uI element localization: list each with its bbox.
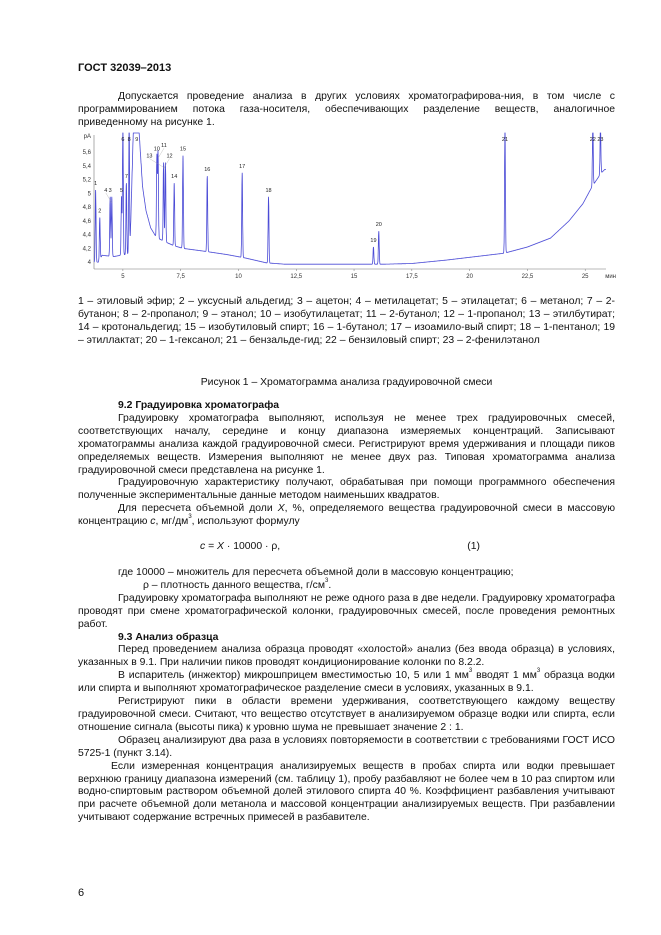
variable: X — [217, 541, 224, 552]
x-tick-label: 5 — [121, 274, 125, 280]
text: . — [328, 579, 332, 591]
text: , используют формулу — [191, 516, 300, 528]
text: вводят 1 мм — [472, 670, 537, 682]
peak-label: 20 — [375, 222, 382, 229]
superscript: 3 — [468, 668, 473, 675]
peak-label: 13 — [146, 153, 153, 160]
y-tick-label: 4,2 — [82, 246, 91, 253]
x-axis-label: мин — [605, 274, 616, 280]
peak-label: 5 — [119, 187, 124, 194]
peak-label: 23 — [597, 137, 604, 143]
peak-label: 16 — [204, 167, 211, 174]
text: ρ – плотность данного вещества, г/см — [143, 579, 325, 591]
peak-label: 2 — [98, 208, 102, 215]
peak-label: 19 — [370, 238, 377, 245]
y-axis-label: pA — [83, 134, 91, 140]
y-tick-label: 4,6 — [82, 218, 91, 225]
peak-label: 1 — [94, 180, 98, 187]
paragraph — [78, 577, 615, 593]
paragraph: Градуировку хроматографа выполняют не реже одного раза в две недели. Градуировку хроматографа проводят при смене хроматографической колонки, градуировочных смесей, после проведения ремонтных работ. — [78, 592, 615, 630]
y-tick-label: 4,4 — [82, 232, 91, 239]
variable: c — [200, 541, 206, 552]
paragraph: Перед проведением анализа образца проводят «холостой» анализ (без ввода образца) в условиях, указанных в 9.1. При наличии пиков проводят кондиционирование колонки по 8.2.2. — [78, 644, 615, 669]
superscript: 3 — [325, 577, 329, 584]
x-tick-label: 22,5 — [521, 274, 534, 280]
text: Для пересчета объемной доли — [118, 503, 278, 515]
peak-label: 10 — [153, 146, 160, 153]
paragraph: где 10000 – множитель для пересчета объемной доли в массовую концентрацию; — [118, 567, 514, 578]
peak-label: 7 — [124, 174, 128, 181]
x-tick-label: 12,5 — [290, 274, 303, 280]
section-9-2-continued — [78, 567, 615, 825]
superscript: 3 — [536, 668, 541, 675]
figure-legend: 1 – этиловый эфир; 2 – уксусный альдегид; 3 – ацетон; 4 – метилацетат; 5 – этилацетат; 6 – метанол; 7 – 2-бутанон; 8 – 2-пропанол; 9 – этанол; 10 – изобутилацетат; 11 – 2-бутанол; 12 – 1-пропанол; 13 – этилбутират; 14 – кротональдегид; 15 – изобутиловый спирт; 16 – 1-бутанол; 17 – изоамило-вый спирт; 18 – 1-пентанол; 19 – этиллактат; 20 – 1-гексанол; 21 – бензальде-гид; 22 – бензиловый спирт; 23 – 2-фенилэтанол — [78, 296, 615, 346]
variable: c — [150, 516, 156, 528]
x-tick-label: 15 — [350, 274, 358, 280]
text: образца водки или спирта и выполняют хроматографическое разделение смеси в условиях, указанных в 9.1. — [78, 670, 615, 695]
superscript: 3 — [188, 514, 192, 521]
variable: X — [277, 503, 285, 515]
peak-label: 22 — [589, 137, 596, 143]
x-tick-label: 7,5 — [176, 274, 185, 280]
chromatogram-chart — [78, 131, 618, 281]
paragraph: Регистрируют пики в области времени удерживания, соответствующего каждому веществу градуировочной смеси. Считают, что вещество отсутствует в анализируемом образце водки или спирта, если отношение сигнала (высоты пика) к уровню шума не превышает значение 2 : 1. — [78, 696, 615, 733]
formula-1 — [200, 541, 480, 554]
y-tick-label: 5,2 — [82, 177, 91, 184]
peak-leader-line — [106, 193, 112, 203]
paragraph — [78, 503, 615, 529]
y-tick-label: 5,4 — [82, 163, 91, 170]
peak-label: 12 — [166, 153, 173, 160]
text: , мг/дм — [155, 516, 189, 528]
document-header: ГОСТ 32039–2013 — [78, 62, 172, 74]
peak-label: 9 — [135, 137, 139, 143]
peak-label: 18 — [265, 187, 272, 194]
section-9-2 — [78, 400, 615, 529]
x-tick-label: 17,5 — [405, 274, 418, 280]
peak-label: 21 — [501, 137, 509, 143]
page-number: 6 — [78, 887, 85, 899]
peak-label: 11 — [161, 143, 167, 150]
text: , %, определяемого вещества градуировочной смеси в массовую концентрацию — [78, 503, 615, 528]
x-tick-label: 20 — [466, 274, 473, 280]
peak-label: 6 — [121, 137, 125, 143]
peak-label: 15 — [179, 146, 187, 153]
x-tick-label: 10 — [235, 274, 242, 280]
formula-number: (1) — [467, 541, 480, 552]
y-tick-label: 5 — [87, 191, 91, 198]
peak-leader-line — [164, 158, 170, 168]
x-tick-label: 25 — [581, 274, 589, 280]
y-tick-label: 5,6 — [82, 150, 91, 157]
figure-caption: Рисунок 1 – Хроматограмма анализа градуировочной смеси — [200, 377, 493, 388]
peak-label: 17 — [239, 163, 246, 170]
text: · 10000 · ρ, — [223, 541, 281, 552]
paragraph: Градуировку хроматографа выполняют, используя не менее трех градуировочных смесей, соответствующих началу, середине и концу диапазона измеряемых концентраций. Записывают хроматограммы анализа каждой градуировочной смеси. Регистрируют время удерживания и площади пиков определяемых веществ. Измерения выполняют не менее двух раз. Типовая хроматограмма анализа градуировочной смеси представлена на рисунке 1. — [78, 412, 615, 476]
peak-label: 3 — [108, 187, 112, 194]
paragraph: Градуировочную характеристику получают, обрабатывая при помощи программного обеспечения полученные экспериментальные данные методом наименьших квадратов. — [78, 477, 615, 502]
section-heading: 9.3 Анализ образца — [118, 631, 219, 643]
text: = — [205, 541, 218, 552]
y-tick-label: 4 — [87, 260, 91, 267]
peak-label: 8 — [127, 137, 131, 143]
peak-label: 14 — [171, 174, 178, 181]
paragraph: Если измеренная концентрация анализируемых веществ в пробах спирта или водки превышает верхнюю границу диапазона измерений (см. таблицу 1), пробу разбавляют не более чем в 10 раз спиртом или водно-спиртовым раствором объемной долей этилового спирта 40 %. Коэффициент разбавления учитывают при расчете объемной доли метанола и массовой концентрации анализируемых веществ. При разбавлении учитывают содержание встречных примесей в разбавителе. — [78, 760, 615, 824]
intro-paragraph: Допускается проведение анализа в других условиях хроматографирова-ния, в том числе с программированием потока газа-носителя, обеспечивающих разделение веществ, аналогичное приведенному на рисунке 1. — [78, 91, 615, 128]
paragraph — [78, 670, 615, 696]
peak-label: 4 — [104, 187, 108, 194]
paragraph: Образец анализируют два раза в условиях повторяемости в соответствии с требованиями ГОСТ ИСО 5725-1 (пункт 3.14). — [78, 734, 615, 759]
y-tick-label: 4,8 — [82, 205, 91, 212]
section-heading: 9.2 Градуировка хроматографа — [118, 400, 280, 411]
text: В испаритель (инжектор) микрошприцем вместимостью 10, 5 или 1 мм — [118, 670, 469, 682]
